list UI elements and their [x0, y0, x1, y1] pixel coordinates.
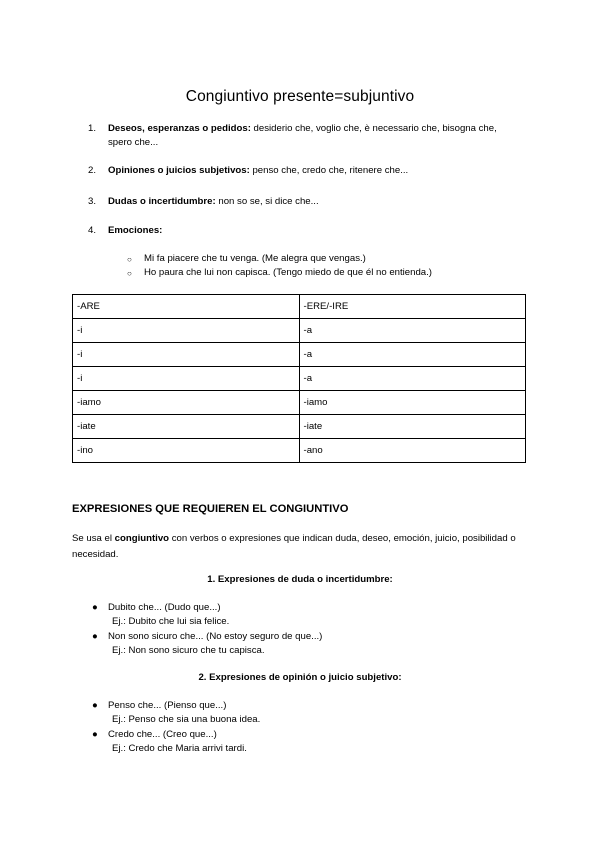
document-page: Congiuntivo presente=subjuntivo 1. Deseos, esperanzas o pedidos: desiderio che, voglio che, è necessario che, bisogna che, spero che... 2. Opiniones o juicios subjetivos: penso che, credo che, ritenere che... 3. Dudas o incertidumbre: non so se, si dice che... 4. Emociones: ○ Mi fa piacere che tu venga. (Me alegra que vengas.) ○ Ho paura che lui non capisca. (Tengo miedo de que él no entienda.) -ARE -ERE/-IRE -i -a -i -a -i -a -iamo -iamo -iate -iate -ino -ano EXPRESIONES QUE REQUIEREN EL CONGIUNTIVO Se usa el congiuntivo con verbos o expresiones que indican duda, deseo, emoción, juicio, posibilidad o necesidad. 1. Expresiones de duda o incertidumbre: ● Dubito che... (Dudo que...) Ej.: Dubito che lui sia felice. ● Non sono sicuro che... (No estoy seguro de que...) Ej.: Non sono sicuro che tu capisca. 2. Expresiones de opinión o juicio subjetivo: ● Penso che... (Pienso que...) Ej.: Penso che sia una buona idea. ● Credo che... (Creo que...) Ej.: Credo che Maria arrivi tardi.	[0, 0, 600, 848]
bullet-icon: ●	[92, 602, 98, 613]
example-text: Ej.: Non sono sicuro che tu capisca.	[112, 645, 265, 656]
list-item-label: Deseos, esperanzas o pedidos:	[108, 123, 251, 134]
table-cell: -ARE	[73, 295, 300, 319]
table-cell: -ino	[73, 439, 300, 463]
table-row	[73, 439, 526, 463]
list-item-doubts: 3. Dudas o incertidumbre: non so se, si dice che...	[88, 196, 319, 207]
table-row	[73, 343, 526, 367]
table-cell: -i	[73, 367, 300, 391]
list-item-emotions: 4. Emociones:	[88, 225, 163, 236]
conjugation-table	[72, 294, 526, 463]
table-cell: -i	[73, 343, 300, 367]
intro-paragraph: Se usa el congiuntivo con verbos o expresiones que indican duda, deseo, emoción, juicio, posibilidad o necesidad.	[72, 533, 516, 560]
bullet-icon: ●	[92, 631, 98, 642]
subsection-heading: 1. Expresiones de duda o incertidumbre:	[207, 574, 393, 585]
table-cell: -iamo	[73, 391, 300, 415]
subsection-heading: 2. Expresiones de opinión o juicio subjetivo:	[198, 672, 402, 683]
list-item-text: non so se, si dice che...	[215, 196, 319, 207]
table-cell: -a	[299, 343, 526, 367]
list-item-text: desiderio che, voglio che, è necessario che, bisogna che, spero che...	[108, 123, 497, 148]
bullet-icon: ●	[92, 729, 98, 740]
table-cell: -i	[73, 319, 300, 343]
table-cell: -ERE/-IRE	[299, 295, 526, 319]
list-item-label: Dudas o incertidumbre:	[108, 196, 216, 207]
list-item-label: Opiniones o juicios subjetivos:	[108, 165, 250, 176]
table-row	[73, 415, 526, 439]
table-row	[73, 319, 526, 343]
example-text: Ej.: Penso che sia una buona idea.	[112, 714, 261, 725]
example-text: Ej.: Credo che Maria arrivi tardi.	[112, 743, 247, 754]
table-cell: -iate	[299, 415, 526, 439]
table-row	[73, 367, 526, 391]
list-item-text: penso che, credo che, ritenere che...	[249, 165, 409, 176]
hollow-bullet-icon: ○	[127, 269, 132, 278]
intro-bold-term: congiuntivo	[114, 533, 170, 544]
table-cell: -iamo	[299, 391, 526, 415]
hollow-bullet-icon: ○	[127, 255, 132, 264]
list-item-opinions: 2. Opiniones o juicios subjetivos: penso che, credo che, ritenere che...	[88, 165, 409, 176]
table-row	[73, 295, 526, 319]
section-heading: EXPRESIONES QUE REQUIEREN EL CONGIUNTIVO	[72, 503, 349, 515]
table-cell: -a	[299, 319, 526, 343]
table-cell: -a	[299, 367, 526, 391]
page-title: Congiuntivo presente=subjuntivo	[185, 88, 415, 105]
list-item-wishes: 1. Deseos, esperanzas o pedidos: desiderio che, voglio che, è necessario che, bisogna che, spero che...	[88, 123, 497, 148]
table-cell: -ano	[299, 439, 526, 463]
table-row	[73, 391, 526, 415]
bullet-icon: ●	[92, 700, 98, 711]
table-cell: -iate	[73, 415, 300, 439]
example-text: Ej.: Dubito che lui sia felice.	[112, 616, 230, 627]
list-item-label: Emociones:	[108, 225, 163, 236]
